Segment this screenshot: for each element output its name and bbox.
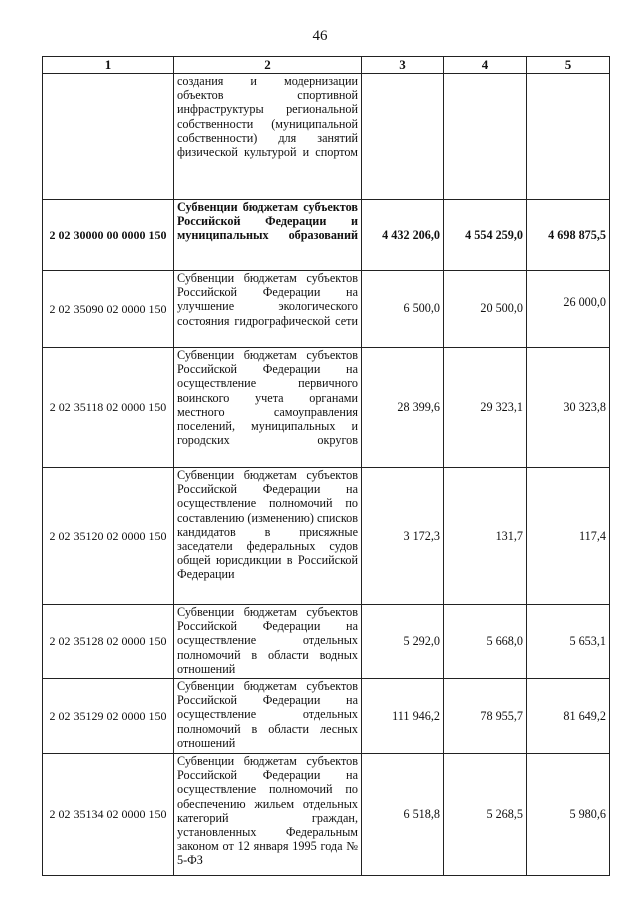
row-value-year-3: 117,4 — [527, 468, 610, 605]
table-row — [43, 200, 610, 271]
row-code: 2 02 35128 02 0000 150 — [43, 605, 174, 679]
row-code: 2 02 35120 02 0000 150 — [43, 468, 174, 605]
row-value-year-1: 4 432 206,0 — [362, 200, 444, 271]
row-code: 2 02 30000 00 0000 150 — [43, 200, 174, 271]
row-value-year-3: 26 000,0 — [527, 271, 610, 348]
row-code — [43, 74, 174, 200]
row-description: создания и модернизации объектов спортивной инфраструктуры региональной собственности (муниципальной собственности) для занятий физической культурой и спортом — [174, 74, 362, 200]
row-value-year-3: 81 649,2 — [527, 679, 610, 754]
row-description: Субвенции бюджетам субъектов Российской Федерации на осуществление отдельных полномочий в области лесных отношений — [174, 679, 362, 754]
row-description: Субвенции бюджетам субъектов Российской Федерации и муниципальных образований — [174, 200, 362, 271]
page-number: 46 — [312, 28, 328, 44]
row-description: Субвенции бюджетам субъектов Российской Федерации на осуществление первичного воинского учета органами местного самоуправления поселений, муниципальных и городских округов — [174, 348, 362, 468]
row-value-year-1 — [362, 74, 444, 200]
row-value-year-1: 6 500,0 — [362, 271, 444, 348]
row-value-year-1: 111 946,2 — [362, 679, 444, 754]
budget-table — [42, 56, 610, 876]
row-value-year-2: 5 668,0 — [444, 605, 527, 679]
row-description: Субвенции бюджетам субъектов Российской Федерации на улучшение экологического состояния гидрографической сети — [174, 271, 362, 348]
table-row — [43, 605, 610, 679]
row-value-year-2: 78 955,7 — [444, 679, 527, 754]
row-value-year-2: 4 554 259,0 — [444, 200, 527, 271]
row-value-year-3: 5 980,6 — [527, 754, 610, 876]
row-code: 2 02 35118 02 0000 150 — [43, 348, 174, 468]
row-value-year-2: 29 323,1 — [444, 348, 527, 468]
row-code: 2 02 35129 02 0000 150 — [43, 679, 174, 754]
column-header-1: 1 — [43, 57, 174, 74]
row-code: 2 02 35090 02 0000 150 — [43, 271, 174, 348]
table-row — [43, 74, 610, 200]
row-value-year-1: 28 399,6 — [362, 348, 444, 468]
row-value-year-3: 30 323,8 — [527, 348, 610, 468]
row-value-year-2: 5 268,5 — [444, 754, 527, 876]
column-header-2: 2 — [174, 57, 362, 74]
column-header-3: 3 — [362, 57, 444, 74]
table-row — [43, 348, 610, 468]
table-row — [43, 468, 610, 605]
row-value-year-3: 5 653,1 — [527, 605, 610, 679]
row-value-year-2 — [444, 74, 527, 200]
row-description: Субвенции бюджетам субъектов Российской Федерации на осуществление полномочий по составлению (изменению) списков кандидатов в присяжные заседатели федеральных судов общей юрисдикции в Российской Федерации — [174, 468, 362, 605]
table-row — [43, 679, 610, 754]
table-row — [43, 271, 610, 348]
table-header-row — [43, 57, 610, 74]
row-description: Субвенции бюджетам субъектов Российской Федерации на осуществление отдельных полномочий в области водных отношений — [174, 605, 362, 679]
row-value-year-1: 3 172,3 — [362, 468, 444, 605]
row-value-year-1: 5 292,0 — [362, 605, 444, 679]
row-description: Субвенции бюджетам субъектов Российской Федерации на осуществление полномочий по обеспечению жильем отдельных категорий граждан, установленных Федеральным законом от 12 января 1995 года № 5-ФЗ — [174, 754, 362, 876]
row-value-year-3: 4 698 875,5 — [527, 200, 610, 271]
row-value-year-3 — [527, 74, 610, 200]
column-header-4: 4 — [444, 57, 527, 74]
column-header-5: 5 — [527, 57, 610, 74]
row-value-year-1: 6 518,8 — [362, 754, 444, 876]
row-code: 2 02 35134 02 0000 150 — [43, 754, 174, 876]
row-value-year-2: 131,7 — [444, 468, 527, 605]
table-row — [43, 754, 610, 876]
row-value-year-2: 20 500,0 — [444, 271, 527, 348]
